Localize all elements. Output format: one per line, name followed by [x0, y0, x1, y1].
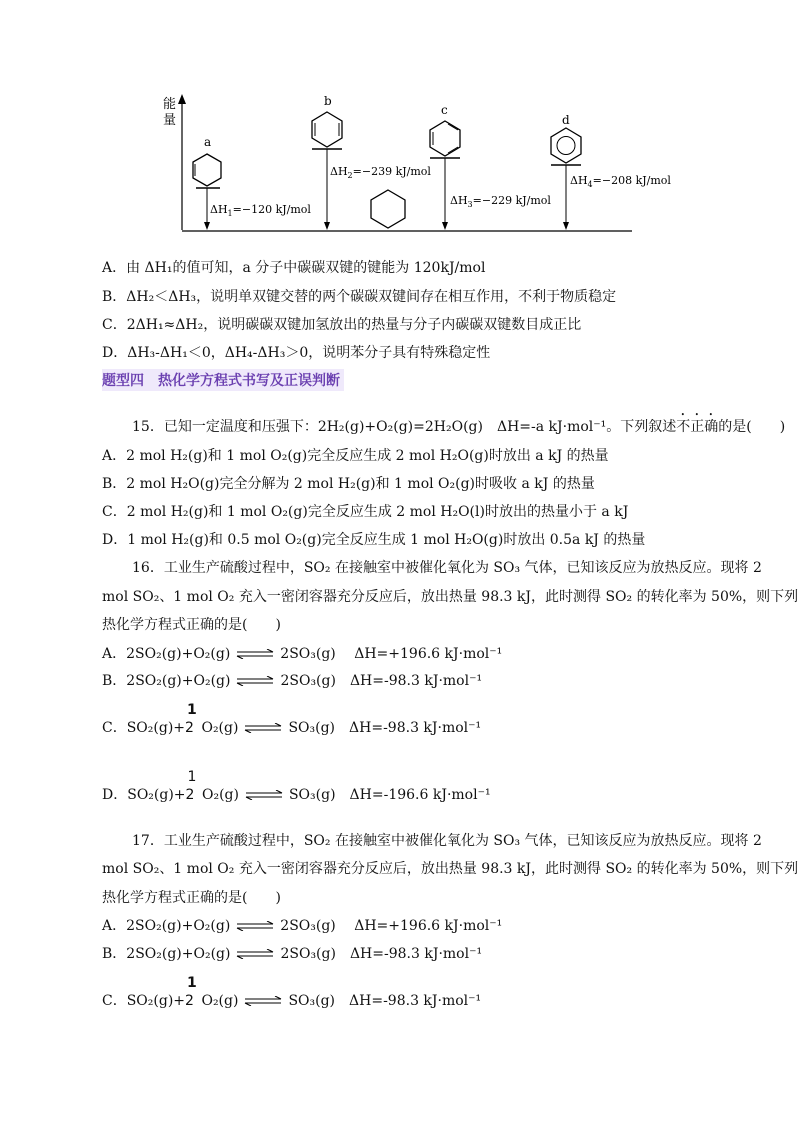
equilibrium-arrow-icon: [236, 949, 274, 959]
q16-option-d: D．SO₂(g)+ 1 2 O₂(g) SO₃(g) ΔH=-196.6 kJ·mol⁻¹: [102, 769, 491, 803]
q14-option-b: B．ΔH₂＜ΔH₃，说明单双键交替的两个碳碳双键间存在相互作用，不利于物质稳定: [102, 289, 617, 305]
equilibrium-arrow-icon: [244, 996, 282, 1006]
q17-stem-line3: 热化学方程式正确的是( ): [102, 890, 281, 906]
label-c: c: [441, 103, 448, 117]
fraction-one-half: 1 2: [185, 702, 197, 736]
equilibrium-arrow-icon: [236, 649, 274, 659]
q15-option-b: B．2 mol H₂O(g)完全分解为 2 mol H₂(g)和 1 mol O₂(g)时吸收 a kJ 的热量: [102, 476, 595, 492]
q16-option-a: A．2SO₂(g)+O₂(g) 2SO₃(g) ΔH=+196.6 kJ·mol⁻¹: [102, 646, 503, 662]
hexatriene-c-icon: [430, 121, 460, 156]
q16-option-c: C．SO₂(g)+ 1 2 O₂(g) SO₃(g) ΔH=-98.3 kJ·mol⁻¹: [102, 702, 482, 736]
q16-stem-line2: mol SO₂、1 mol O₂ 充入一密闭容器充分反应后，放出热量 98.3 kJ，此时测得 SO₂ 的转化率为 50%，则下列: [102, 589, 799, 605]
q16-stem-line1: 16．工业生产硫酸过程中，SO₂ 在接触室中被催化氧化为 SO₃ 气体，已知该反应为放热反应。现将 2: [132, 560, 762, 576]
emphasis-not-correct: 不正确: [676, 419, 719, 435]
label-b: b: [324, 94, 332, 108]
q17-option-a: A．2SO₂(g)+O₂(g) 2SO₃(g) ΔH=+196.6 kJ·mol⁻¹: [102, 918, 503, 934]
q16-option-b: B．2SO₂(g)+O₂(g) 2SO₃(g) ΔH=-98.3 kJ·mol⁻¹: [102, 673, 483, 689]
q17-option-b: B．2SO₂(g)+O₂(g) 2SO₃(g) ΔH=-98.3 kJ·mol⁻¹: [102, 946, 483, 962]
q14-option-a: A．由 ΔH₁的值可知，a 分子中碳碳双键的键能为 120kJ/mol: [102, 260, 486, 276]
y-axis-label-1: 能: [163, 97, 177, 112]
q14-option-c: C．2ΔH₁≈ΔH₂，说明碳碳双键加氢放出的热量与分子内碳碳双键数目成正比: [102, 317, 582, 333]
q16-stem-line3: 热化学方程式正确的是( ): [102, 617, 281, 633]
equilibrium-arrow-icon: [244, 723, 282, 733]
q15-stem: 15．已知一定温度和压强下：2H₂(g)+O₂(g)=2H₂O(g) ΔH=-a kJ·mol⁻¹。下列叙述不正确的是( ): [132, 419, 786, 435]
q15-option-a: A．2 mol H₂(g)和 1 mol O₂(g)完全反应生成 2 mol H₂O(g)时放出 a kJ 的热量: [102, 448, 609, 464]
y-axis-label-2: 量: [163, 113, 177, 128]
cyclohexane-icon: [371, 190, 405, 228]
q15-option-c: C．2 mol H₂(g)和 1 mol O₂(g)完全反应生成 2 mol H₂O(l)时放出的热量小于 a kJ: [102, 504, 629, 520]
cyclohexadiene-b-icon: [312, 112, 342, 147]
label-a: a: [204, 135, 212, 149]
equilibrium-arrow-icon: [236, 921, 274, 931]
energy-diagram: [0, 0, 800, 245]
fraction-one-half: 1 2: [185, 975, 197, 1009]
label-d: d: [562, 113, 570, 127]
q17-option-c: C．SO₂(g)+ 1 2 O₂(g) SO₃(g) ΔH=-98.3 kJ·mol⁻¹: [102, 975, 482, 1009]
dh2-label: $\Delta H_2=-239$ kJ/mol: [330, 165, 431, 180]
q17-stem-line2: mol SO₂、1 mol O₂ 充入一密闭容器充分反应后，放出热量 98.3 kJ，此时测得 SO₂ 的转化率为 50%，则下列: [102, 861, 799, 877]
q15-option-d: D．1 mol H₂(g)和 0.5 mol O₂(g)完全反应生成 1 mol H₂O(g)时放出 0.5a kJ 的热量: [102, 532, 646, 548]
benzene-d-icon: [551, 128, 581, 163]
dh3-label: $\Delta H_3=-229$ kJ/mol: [450, 194, 551, 209]
equilibrium-arrow-icon: [245, 790, 283, 800]
dh1-label: $\Delta H_1=-120$ kJ/mol: [210, 203, 311, 218]
cyclohexene-a-icon: [193, 154, 221, 186]
dh4-label: $\Delta H_4=-208$ kJ/mol: [570, 174, 671, 189]
q17-stem-line1: 17．工业生产硫酸过程中，SO₂ 在接触室中被催化氧化为 SO₃ 气体，已知该反应为放热反应。现将 2: [132, 833, 762, 849]
q14-option-d: D．ΔH₃-ΔH₁＜0，ΔH₄-ΔH₃＞0，说明苯分子具有特殊稳定性: [102, 345, 491, 361]
equilibrium-arrow-icon: [236, 676, 274, 686]
section-title: 题型四 热化学方程式书写及正误判断: [102, 369, 344, 391]
fraction-one-half: 1 2: [185, 769, 197, 803]
